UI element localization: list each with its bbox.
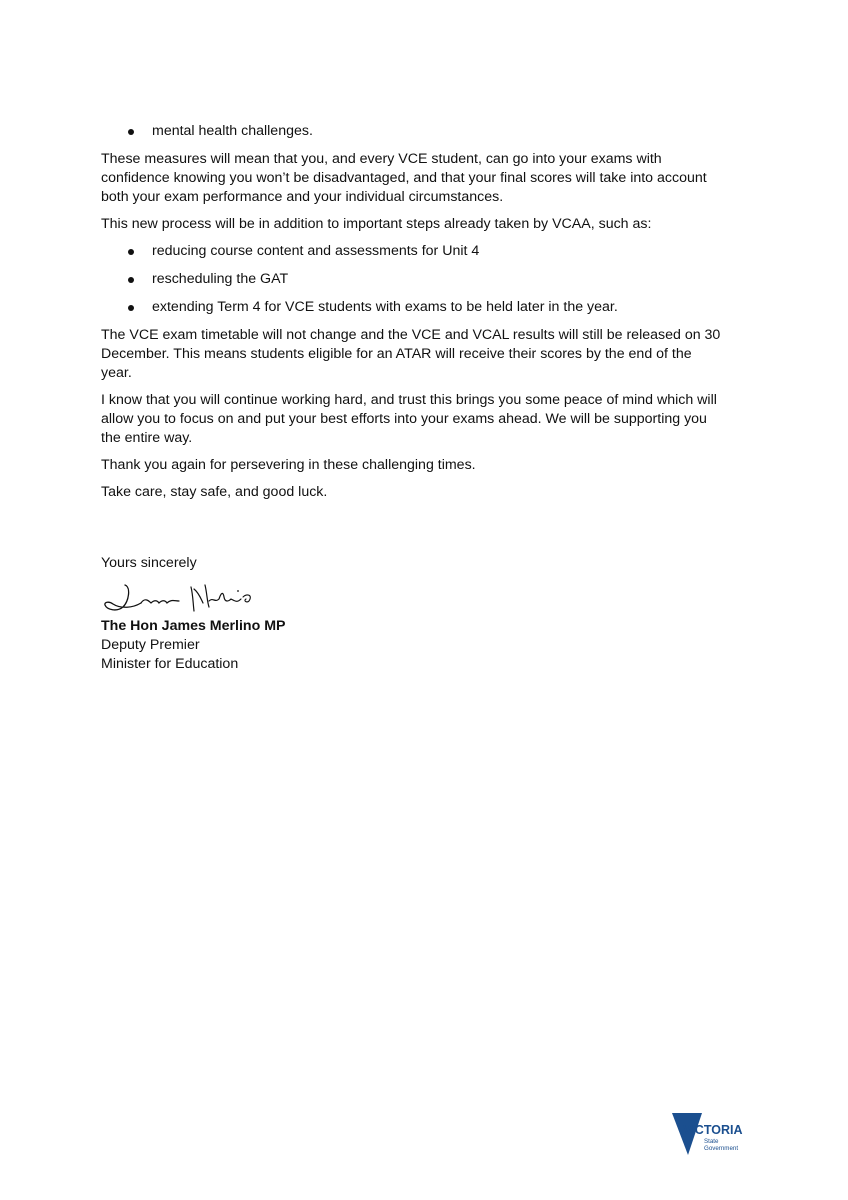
paragraph-thanks: Thank you again for persevering in these challenging times. bbox=[101, 457, 476, 473]
closing-salutation: Yours sincerely bbox=[101, 555, 197, 571]
list-item: extending Term 4 for VCE students with exams to be held later in the year. bbox=[101, 298, 726, 317]
paragraph-peace-of-mind: I know that you will continue working hard, and trust this brings you some peace of mind which will allow you to focus on and put your best efforts into your exams ahead. We will be supporting you the entire way. bbox=[101, 392, 717, 446]
signatory-title-deputy-premier: Deputy Premier bbox=[101, 637, 200, 653]
paragraph-timetable: The VCE exam timetable will not change and the VCE and VCAL results will still be released on 30 December. This means students eligible for an ATAR will receive their scores by the end of the year. bbox=[101, 327, 721, 381]
spacer bbox=[101, 510, 726, 554]
logo-line-state: State bbox=[704, 1138, 719, 1145]
logo-line-government: Government bbox=[704, 1145, 739, 1152]
list-item: mental health challenges. bbox=[101, 122, 726, 141]
signature-block bbox=[101, 617, 726, 674]
victoria-state-government-logo bbox=[672, 1113, 748, 1155]
bullet-list-steps bbox=[101, 242, 726, 317]
signatory-title-minister: Minister for Education bbox=[101, 656, 239, 672]
list-item: reducing course content and assessments for Unit 4 bbox=[101, 242, 726, 261]
handwritten-signature bbox=[101, 579, 261, 615]
signatory-name: The Hon James Merlino MP bbox=[101, 618, 286, 634]
bullet-list-considerations bbox=[101, 122, 726, 141]
paragraph-new-process: This new process will be in addition to important steps already taken by VCAA, such as: bbox=[101, 216, 652, 232]
paragraph-measures: These measures will mean that you, and every VCE student, can go into your exams with confidence knowing you won’t be disadvantaged, and that your final scores will take into account both your exam performance and your individual circumstances. bbox=[101, 151, 707, 205]
logo-word: VICTORIA bbox=[683, 1123, 743, 1137]
paragraph-farewell: Take care, stay safe, and good luck. bbox=[101, 484, 328, 500]
letter-body bbox=[101, 122, 726, 674]
list-item: rescheduling the GAT bbox=[101, 270, 726, 289]
